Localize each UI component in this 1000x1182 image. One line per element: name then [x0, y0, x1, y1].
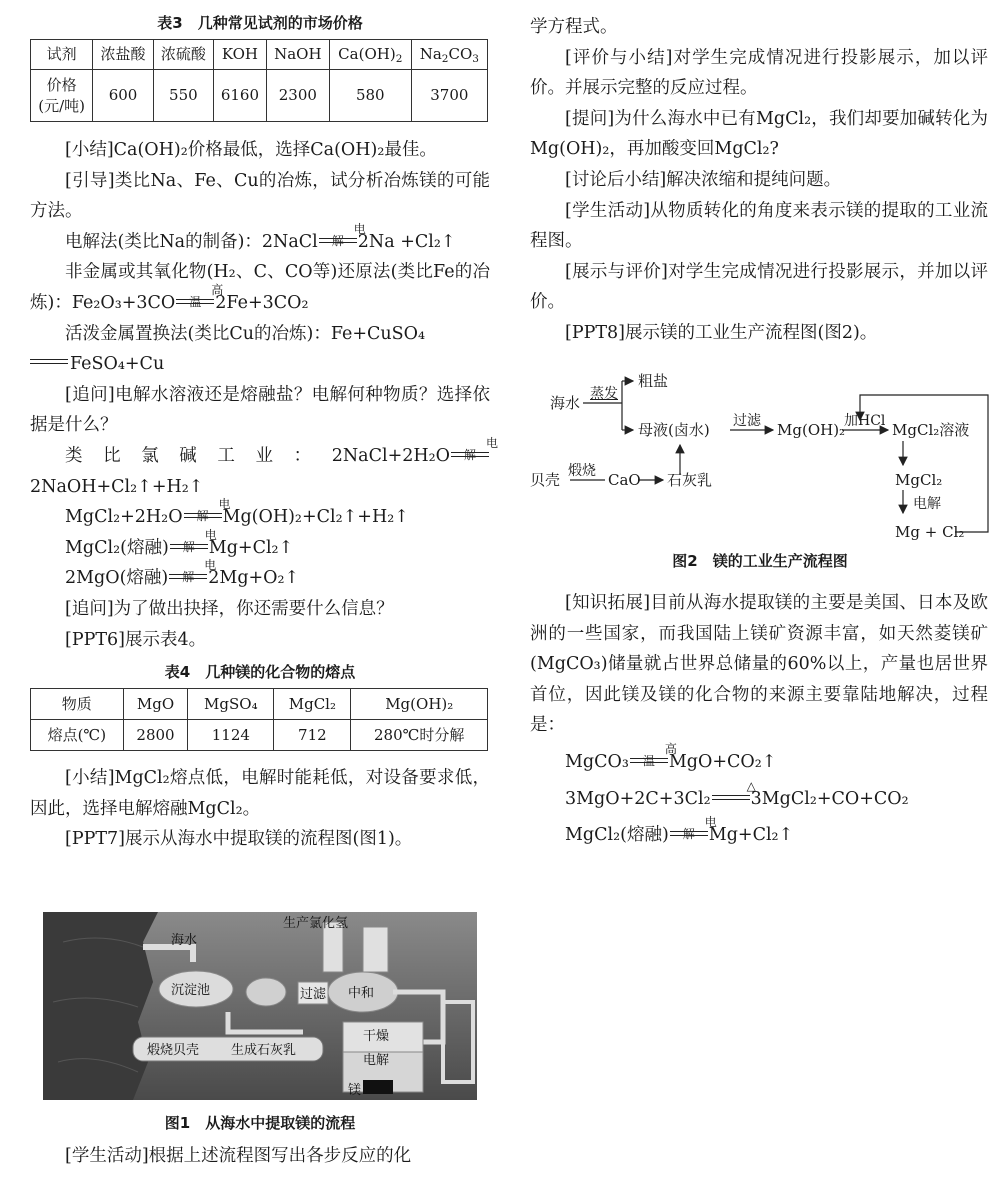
- paragraph: [PPT6]展示表4。: [65, 629, 207, 650]
- table3-header-cell: 试剂: [31, 40, 93, 70]
- fig1-label-seawater: 海水: [171, 933, 198, 948]
- right-column: [530, 12, 988, 349]
- paragraph: [学生活动]根据上述流程图写出各步反应的化: [65, 1146, 412, 1166]
- figure2-caption: 图2 镁的工业生产流程图: [672, 552, 848, 570]
- paragraph: [讨论后小结]解决浓缩和提纯问题。: [565, 169, 842, 190]
- flow-node-crude-salt: 粗盐: [638, 372, 669, 390]
- fig1-label-settling: 沉淀池: [171, 983, 211, 998]
- table3-cell: 600: [93, 70, 153, 122]
- paragraph: [评价与小结]对学生完成情况进行投影展示，加以评价。并展示完整的反应过程。: [530, 47, 988, 99]
- table3-cell: 550: [153, 70, 213, 122]
- flow-step-electrolysis: 电解: [913, 496, 941, 512]
- paragraph: [提问]为什么海水中已有MgCl₂，我们却要加碱转化为Mg(OH)₂，再加酸变回MgCl₂?: [530, 108, 988, 160]
- table4-cell: 2800: [123, 720, 188, 751]
- table4-header-cell: MgCl₂: [274, 689, 351, 720]
- table3-row-label: 价格 (元/吨): [31, 70, 93, 122]
- figure1-image: [43, 912, 477, 1100]
- fig1-label-mg: 镁: [348, 1083, 362, 1098]
- fig1-label-electrolysis: 电解: [363, 1053, 390, 1068]
- table4-header-cell: Mg(OH)₂: [351, 689, 488, 720]
- equation: MgCO₃ 高温 MgO+CO₂↑: [565, 741, 777, 772]
- paragraph: 学方程式。: [530, 17, 618, 37]
- equation: 电解法(类比Na的制备)：2NaCl 电解 2Na +Cl₂↑: [65, 221, 456, 252]
- table4-cell: 712: [274, 720, 351, 751]
- paragraph: [引导]类比Na、Fe、Cu的冶炼，试分析冶炼镁的可能方法。: [30, 170, 490, 222]
- fig1-label-hcl: 生产氯化氢: [283, 916, 349, 931]
- flow-step-evaporate: 蒸发: [590, 386, 618, 402]
- equation: 活泼金属置换法(类比Cu的冶炼)：Fe+CuSO₄ FeSO₄+Cu: [30, 319, 490, 380]
- equation: 非金属或其氧化物(H₂、C、CO等)还原法(类比Fe的冶炼)：Fe₂O₃+3CO 高温 2Fe+3CO₂: [30, 262, 490, 313]
- table3-cell: 2300: [266, 70, 329, 122]
- paragraph: [追问]为了做出抉择，你还需要什么信息？: [65, 598, 394, 619]
- paragraph: [PPT8]展示镁的工业生产流程图(图2)。: [565, 322, 878, 343]
- equation: 类比氯碱工业：2NaCl+2H₂O 电解 2NaOH+Cl₂↑+H₂↑: [30, 435, 499, 497]
- table3-header-cell: $Na_2CO_3$: [411, 40, 487, 70]
- table3-cell: 3700: [411, 70, 487, 122]
- fig1-label-filter: 过滤: [300, 987, 327, 1002]
- table3-header-cell: 浓硫酸: [153, 40, 213, 70]
- table3-header-cell: $Ca(OH)_2$: [329, 40, 411, 70]
- paragraph: [知识拓展]目前从海水提取镁的主要是美国、日本及欧洲的一些国家，而我国陆上镁矿资源丰富，如天然菱镁矿(MgCO₃)储量就占世界总储量的60%以上，产量也居世界首位，因此镁及镁的化合物的来源主要靠陆地解决，过程是：: [530, 593, 988, 736]
- fig1-label-calcine: 煅烧贝壳: [147, 1043, 200, 1058]
- flow-node-mgcl2-solution: MgCl₂溶液: [892, 421, 970, 439]
- flow-node-seawater: 海水: [550, 394, 581, 412]
- table4-cell: 1124: [188, 720, 274, 751]
- flow-step-filter: 过滤: [733, 413, 761, 429]
- table4-header-cell: MgSO₄: [188, 689, 274, 720]
- fig1-label-neutralize: 中和: [348, 986, 375, 1001]
- fig1-label-dry: 干燥: [363, 1029, 390, 1044]
- equation: MgCl₂(熔融) 电解 Mg+Cl₂↑: [65, 527, 294, 558]
- fig1-label-lime: 生成石灰乳: [231, 1043, 297, 1058]
- table3-caption: 表3 几种常见试剂的市场价格: [157, 14, 363, 32]
- paragraph: [学生活动]从物质转化的角度来表示镁的提取的工业流程图。: [530, 200, 988, 252]
- paragraph: [追问]电解水溶液还是熔融盐？电解何种物质？选择依据是什么？: [30, 384, 490, 436]
- table3-header-cell: NaOH: [266, 40, 329, 70]
- flow-node-products: Mg + Cl₂: [895, 523, 965, 541]
- figure1-illustration: [43, 912, 477, 1100]
- table3-header-cell: 浓盐酸: [93, 40, 153, 70]
- flow-node-mgoh2: Mg(OH)₂: [777, 421, 846, 439]
- flow-node-lime-milk: 石灰乳: [667, 471, 713, 489]
- right-column-bottom: [530, 588, 988, 851]
- equation: MgCl₂(熔融) 电解 Mg+Cl₂↑: [565, 815, 794, 846]
- table4-header-cell: 物质: [31, 689, 124, 720]
- table3-header-cell: KOH: [214, 40, 267, 70]
- figure2-flowchart: [530, 365, 990, 545]
- flow-node-shell: 贝壳: [530, 471, 561, 489]
- flow-node-mgcl2: MgCl₂: [895, 471, 943, 489]
- paragraph: [PPT7]展示从海水中提取镁的流程图(图1)。: [65, 829, 413, 850]
- figure1-caption: 图1 从海水中提取镁的流程: [164, 1114, 356, 1132]
- flow-step-add-hcl: 加HCl: [844, 413, 886, 429]
- left-column: [30, 0, 499, 855]
- price-table: [30, 39, 488, 122]
- table4-row-label: 熔点(℃): [31, 720, 124, 751]
- paragraph: [展示与评价]对学生完成情况进行投影展示，并加以评价。: [530, 261, 988, 313]
- flow-node-mother-liquor: 母液(卤水): [638, 421, 710, 439]
- flow-step-calcine: 煅烧: [568, 463, 596, 479]
- paragraph: [小结]MgCl₂熔点低，电解时能耗低，对设备要求低，因此，选择电解熔融MgCl₂。: [30, 768, 490, 819]
- table4-cell: 280℃时分解: [351, 720, 488, 751]
- equation: 2MgO(熔融) 电解 2Mg+O₂↑: [65, 558, 300, 589]
- paragraph: [小结]Ca(OH)₂价格最低，选择Ca(OH)₂最佳。: [65, 140, 437, 160]
- flow-node-cao: CaO: [608, 471, 641, 489]
- table3-cell: 6160: [214, 70, 267, 122]
- table4-caption: 表4 几种镁的化合物的熔点: [164, 663, 356, 682]
- table4-header-cell: MgO: [123, 689, 188, 720]
- table3-cell: 580: [329, 70, 411, 122]
- equation: MgCl₂+2H₂O 电解 Mg(OH)₂+Cl₂↑+H₂↑: [65, 497, 409, 528]
- melting-point-table: [30, 688, 488, 751]
- equation: 3MgO+2C+3Cl₂ △ 3MgCl₂+CO+CO₂: [565, 778, 909, 809]
